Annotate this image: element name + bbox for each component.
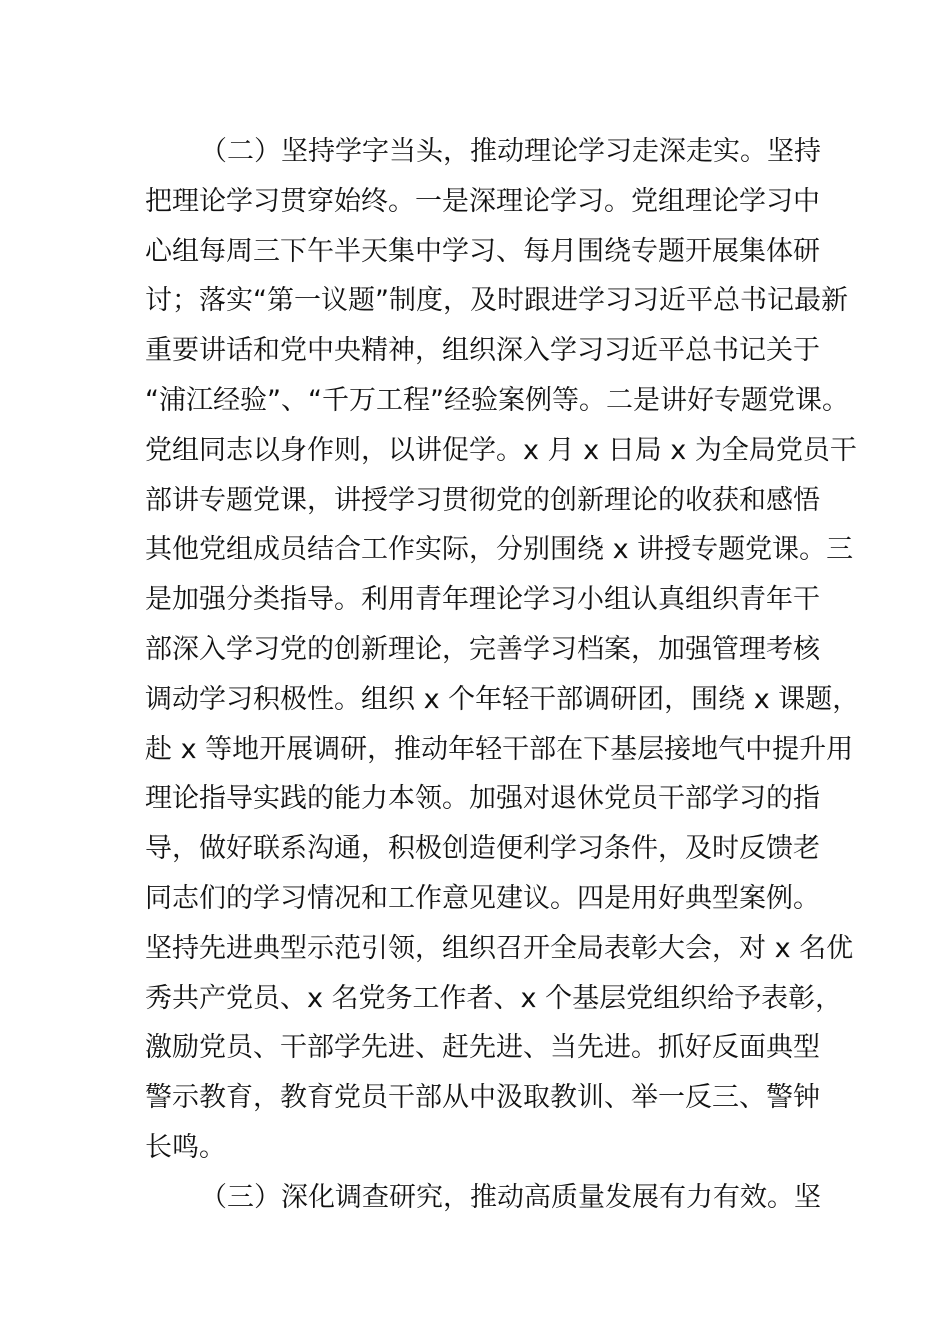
paragraph-3-heading-line: （三）深化调查研究，推动高质量发展有力有效。坚 — [200, 1181, 821, 1213]
text-line: 重要讲话和党中央精神，组织深入学习习近平总书记关于 — [145, 335, 820, 367]
text-line: 讨；落实“第一议题”制度，及时跟进学习习近平总书记最新 — [145, 285, 848, 317]
text-line: 心组每周三下午半天集中学习、每月围绕专题开展集体研 — [145, 235, 820, 267]
text-line: 部讲专题党课，讲授学习贯彻党的创新理论的收获和感悟 — [145, 484, 820, 516]
text-line: 调动学习积极性。组织 x 个年轻干部调研团，围绕 x 课题， — [145, 683, 860, 715]
text-line: 理论指导实践的能力本领。加强对退休党员干部学习的指 — [145, 783, 820, 815]
paragraph-2-heading-line: （二）坚持学字当头，推动理论学习走深走实。坚持 — [200, 136, 821, 167]
text-line: 坚持先进典型示范引领，组织召开全局表彰大会，对 x 名优 — [145, 932, 854, 964]
text-line: “浦江经验”、“千万工程”经验案例等。二是讲好专题党课。 — [145, 384, 849, 416]
text-line: 赴 x 等地开展调研，推动年轻干部在下基层接地气中提升用 — [145, 733, 854, 765]
text-line: 同志们的学习情况和工作意见建议。四是用好典型案例。 — [145, 882, 820, 914]
text-line: 党组同志以身作则，以讲促学。x 月 x 日局 x 为全局党员干 — [145, 434, 857, 466]
text-line: 其他党组成员结合工作实际，分别围绕 x 讲授专题党课。三 — [145, 534, 854, 566]
text-line: 激励党员、干部学先进、赶先进、当先进。抓好反面典型 — [145, 1032, 820, 1064]
text-line: 把理论学习贯穿始终。一是深理论学习。党组理论学习中 — [145, 185, 820, 217]
text-line: 部深入学习党的创新理论，完善学习档案，加强管理考核 — [145, 633, 820, 665]
document-page — [145, 127, 860, 1223]
text-line: 警示教育，教育党员干部从中汲取教训、举一反三、警钟 — [145, 1082, 820, 1114]
text-line: 导，做好联系沟通，积极创造便利学习条件，及时反馈老 — [145, 833, 820, 865]
text-line: 秀共产党员、x 名党务工作者、x 个基层党组织给予表彰， — [145, 982, 843, 1014]
text-line: 是加强分类指导。利用青年理论学习小组认真组织青年干 — [145, 584, 820, 616]
text-line: 长鸣。 — [145, 1131, 226, 1163]
